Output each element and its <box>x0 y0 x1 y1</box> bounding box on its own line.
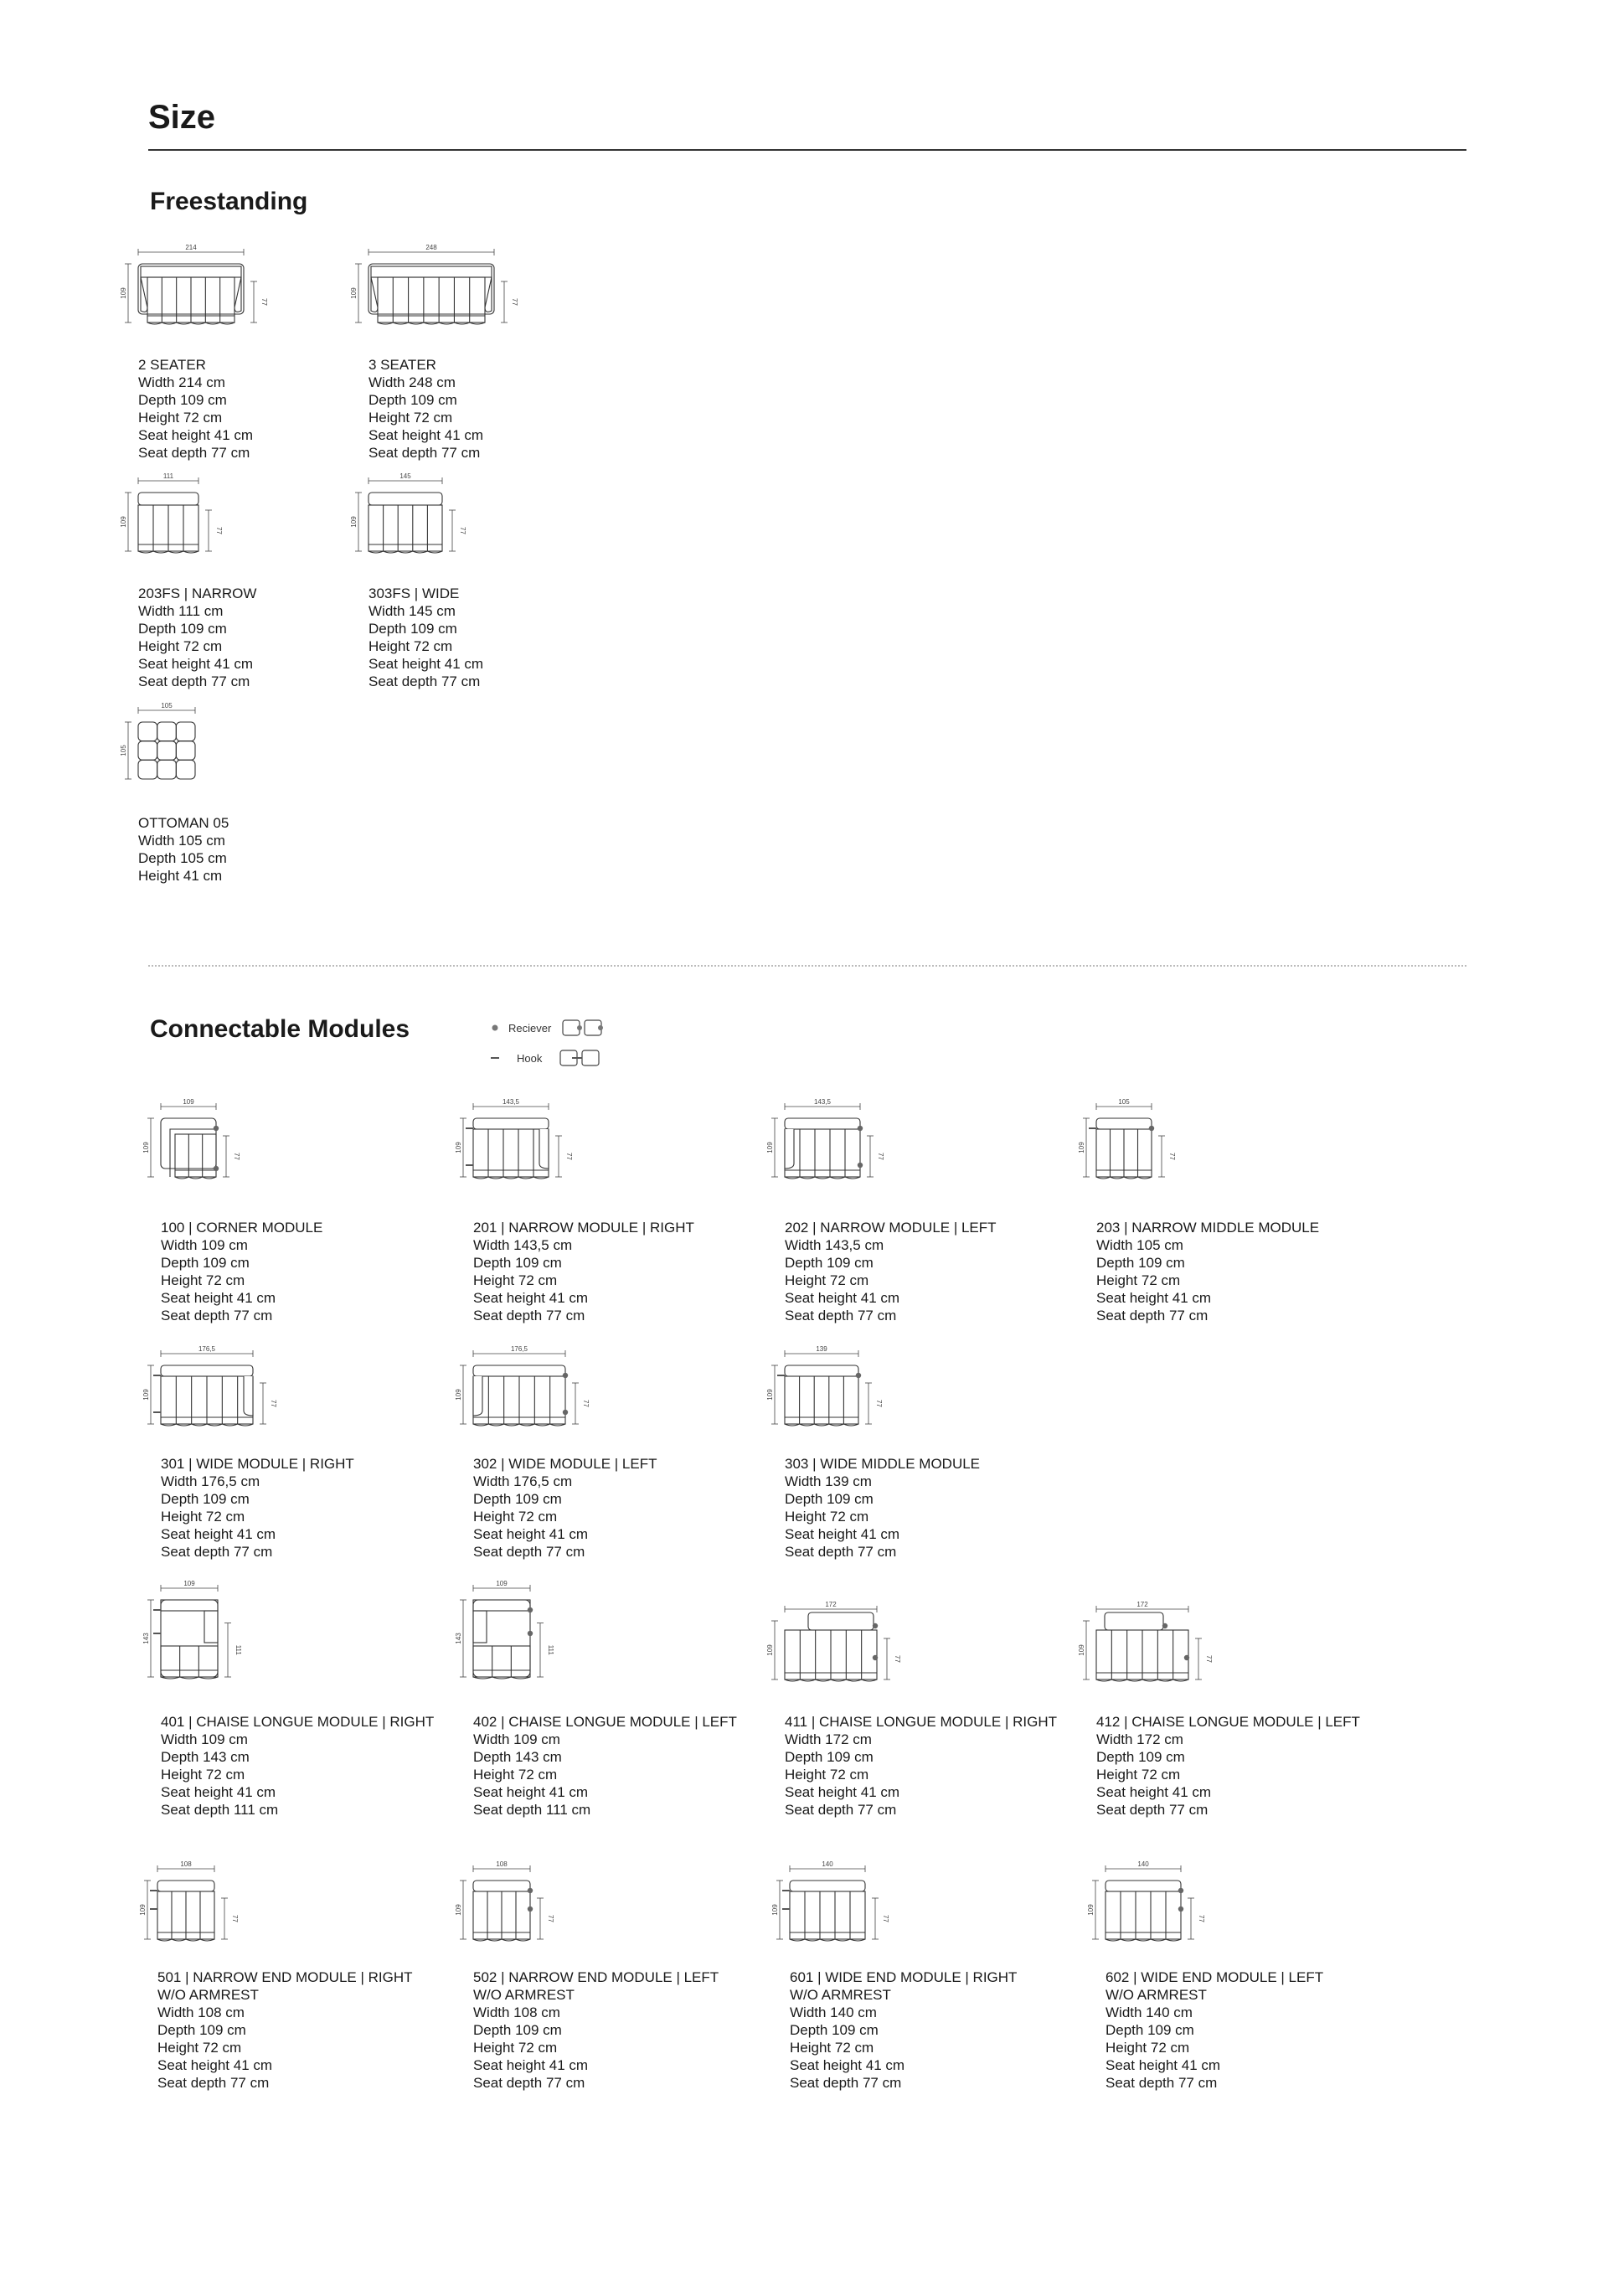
3-seater-spec <box>368 356 483 462</box>
spec-line: W/O ARMREST <box>473 1987 575 2003</box>
spec-line: Width 172 cm <box>785 1731 872 1747</box>
depth-dim-label: 109 <box>766 1644 774 1656</box>
spec-line: Seat depth 77 cm <box>138 673 250 689</box>
spec-line: Seat height 41 cm <box>790 2057 905 2073</box>
seat-depth-dim-label: 77 <box>894 1655 901 1663</box>
412-chaise-longue-module-left-plan-diagram <box>1071 1597 1214 1698</box>
depth-dim-label: 109 <box>1078 1644 1085 1656</box>
202-narrow-module-left-spec <box>785 1219 997 1324</box>
depth-dim-label: 109 <box>139 1904 147 1916</box>
spec-line: Width 111 cm <box>138 603 224 619</box>
spec-line: Width 109 cm <box>161 1731 248 1747</box>
item-name: OTTOMAN 05 <box>138 815 229 831</box>
spec-line: Height 72 cm <box>785 1767 869 1783</box>
spec-line: Depth 109 cm <box>790 2022 879 2038</box>
303-wide-middle-module-spec <box>785 1455 980 1561</box>
spec-line: Seat depth 77 cm <box>790 2075 902 2091</box>
spec-line: Seat depth 77 cm <box>161 1544 273 1560</box>
item-name: 100 | CORNER MODULE <box>161 1220 323 1236</box>
spec-line: Height 72 cm <box>161 1767 245 1783</box>
spec-line: Depth 143 cm <box>161 1749 250 1765</box>
depth-dim-label: 109 <box>350 287 358 299</box>
page-title: Size <box>148 99 216 136</box>
spec-line: Depth 109 cm <box>785 1491 874 1507</box>
spec-line: Seat height 41 cm <box>368 656 484 672</box>
spec-line: Seat depth 111 cm <box>473 1802 591 1818</box>
spec-line: Depth 109 cm <box>368 621 457 637</box>
spec-line: Seat height 41 cm <box>368 427 484 443</box>
width-dim-label: 109 <box>496 1580 508 1587</box>
legend-receiver <box>490 1017 605 1039</box>
spec-line: Depth 109 cm <box>473 2022 562 2038</box>
spec-line: Width 139 cm <box>785 1473 872 1489</box>
spec-line: Seat depth 77 cm <box>1096 1802 1209 1818</box>
seat-depth-dim-label: 77 <box>260 298 268 306</box>
width-dim-label: 105 <box>1118 1098 1130 1106</box>
width-dim-label: 214 <box>185 244 197 251</box>
2-seater-plan-diagram <box>113 240 269 341</box>
depth-dim-label: 109 <box>120 287 127 299</box>
spec-line: W/O ARMREST <box>157 1987 259 2003</box>
seat-depth-dim-label: 111 <box>547 1644 554 1655</box>
spec-line: Width 140 cm <box>790 2004 877 2020</box>
spec-line: Height 72 cm <box>157 2040 242 2056</box>
section-divider <box>148 965 1466 967</box>
seat-depth-dim-label: 111 <box>234 1644 242 1655</box>
spec-line: Width 176,5 cm <box>161 1473 260 1489</box>
spec-line: Seat depth 77 cm <box>785 1308 897 1323</box>
hook-line-icon <box>490 1053 500 1063</box>
201-narrow-module-right-spec <box>473 1219 694 1324</box>
601-wide-end-module-right-plan-diagram <box>765 1857 890 1958</box>
item-name: 411 | CHAISE LONGUE MODULE | RIGHT <box>785 1714 1057 1730</box>
303fs-wide-plan-diagram <box>343 469 467 570</box>
501-narrow-end-module-right-plan-diagram <box>132 1857 240 1958</box>
spec-line: Width 143,5 cm <box>473 1237 573 1253</box>
spec-line: Width 140 cm <box>1106 2004 1193 2020</box>
depth-dim-label: 109 <box>766 1142 774 1153</box>
spec-line: Seat depth 77 cm <box>785 1802 897 1818</box>
412-chaise-longue-module-left-spec <box>1096 1713 1360 1819</box>
seat-depth-dim-label: 77 <box>565 1153 573 1160</box>
spec-line: Seat height 41 cm <box>161 1526 276 1542</box>
width-dim-label: 105 <box>161 702 173 709</box>
spec-line: Depth 109 cm <box>368 392 457 408</box>
spec-line: Seat depth 77 cm <box>473 2075 585 2091</box>
spec-line: Height 72 cm <box>473 1767 558 1783</box>
width-dim-label: 139 <box>816 1345 827 1353</box>
spec-line: Depth 109 cm <box>1096 1255 1185 1271</box>
depth-dim-label: 109 <box>455 1389 462 1401</box>
seat-depth-dim-label: 77 <box>233 1153 240 1160</box>
spec-line: Seat depth 77 cm <box>1096 1308 1209 1323</box>
seat-depth-dim-label: 77 <box>1205 1655 1213 1663</box>
402-chaise-longue-module-left-plan-diagram <box>448 1576 555 1695</box>
item-name: 601 | WIDE END MODULE | RIGHT <box>790 1969 1018 1985</box>
legend-hook-label: Hook <box>517 1051 543 1065</box>
seat-depth-dim-label: 77 <box>215 527 223 534</box>
spec-line: Seat height 41 cm <box>138 656 254 672</box>
302-wide-module-left-spec <box>473 1455 657 1561</box>
502-narrow-end-module-left-spec <box>473 1968 719 2092</box>
spec-line: Depth 109 cm <box>157 2022 246 2038</box>
502-narrow-end-module-left-plan-diagram <box>448 1857 555 1958</box>
spec-line: Seat height 41 cm <box>473 1290 589 1306</box>
depth-dim-label: 143 <box>142 1633 150 1644</box>
spec-line: Seat height 41 cm <box>138 427 254 443</box>
spec-line: Width 109 cm <box>161 1237 248 1253</box>
width-dim-label: 140 <box>822 1860 833 1868</box>
201-narrow-module-right-plan-diagram <box>448 1095 574 1195</box>
width-dim-label: 172 <box>1136 1601 1148 1608</box>
501-narrow-end-module-right-spec <box>157 1968 412 2092</box>
seat-depth-dim-label: 77 <box>582 1400 590 1407</box>
item-name: 502 | NARROW END MODULE | LEFT <box>473 1969 719 1985</box>
depth-dim-label: 109 <box>120 516 127 528</box>
spec-line: Width 109 cm <box>473 1731 560 1747</box>
spec-line: Height 41 cm <box>138 868 223 884</box>
seat-depth-dim-label: 77 <box>231 1915 239 1922</box>
100-corner-module-spec <box>161 1219 322 1324</box>
width-dim-label: 111 <box>162 472 174 480</box>
spec-line: W/O ARMREST <box>1106 1987 1207 2003</box>
item-name: 602 | WIDE END MODULE | LEFT <box>1106 1969 1324 1985</box>
203-narrow-middle-module-plan-diagram <box>1071 1095 1177 1195</box>
spec-line: W/O ARMREST <box>790 1987 891 2003</box>
spec-line: Height 72 cm <box>368 410 453 426</box>
item-name: 203 | NARROW MIDDLE MODULE <box>1096 1220 1320 1236</box>
411-chaise-longue-module-right-spec <box>785 1713 1057 1819</box>
item-name: 201 | NARROW MODULE | RIGHT <box>473 1220 694 1236</box>
ottoman-05-spec <box>138 814 229 885</box>
spec-line: Width 145 cm <box>368 603 456 619</box>
spec-line: Depth 109 cm <box>138 392 227 408</box>
spec-line: Seat height 41 cm <box>785 1784 900 1800</box>
item-name: 402 | CHAISE LONGUE MODULE | LEFT <box>473 1714 737 1730</box>
spec-line: Seat height 41 cm <box>473 2057 589 2073</box>
spec-line: Depth 109 cm <box>473 1255 562 1271</box>
601-wide-end-module-right-spec <box>790 1968 1017 2092</box>
spec-line: Seat depth 77 cm <box>157 2075 270 2091</box>
spec-line: Height 72 cm <box>138 638 223 654</box>
spec-line: Height 72 cm <box>138 410 223 426</box>
receiver-dot-icon <box>490 1023 500 1033</box>
spec-line: Depth 109 cm <box>473 1491 562 1507</box>
spec-line: Depth 109 cm <box>138 621 227 637</box>
spec-line: Seat depth 77 cm <box>368 673 481 689</box>
spec-line: Depth 109 cm <box>161 1255 250 1271</box>
spec-line: Height 72 cm <box>785 1272 869 1288</box>
spec-line: Height 72 cm <box>473 2040 558 2056</box>
seat-depth-dim-label: 77 <box>877 1153 884 1160</box>
ottoman-05-plan-diagram <box>113 699 220 797</box>
602-wide-end-module-left-spec <box>1106 1968 1323 2092</box>
spec-line: Height 72 cm <box>1106 2040 1190 2056</box>
spec-line: Depth 105 cm <box>138 850 227 866</box>
spec-line: Seat depth 77 cm <box>473 1308 585 1323</box>
seat-depth-dim-label: 77 <box>459 527 466 534</box>
title-divider <box>148 149 1466 151</box>
spec-line: Seat depth 77 cm <box>473 1544 585 1560</box>
spec-line: Width 248 cm <box>368 374 456 390</box>
seat-depth-dim-label: 77 <box>511 298 518 306</box>
receiver-diagram-icon <box>561 1017 605 1039</box>
203fs-narrow-spec <box>138 585 256 690</box>
width-dim-label: 248 <box>425 244 437 251</box>
item-name: 302 | WIDE MODULE | LEFT <box>473 1456 657 1472</box>
item-name: 2 SEATER <box>138 357 206 373</box>
602-wide-end-module-left-plan-diagram <box>1080 1857 1206 1958</box>
spec-line: Seat height 41 cm <box>161 1290 276 1306</box>
spec-line: Seat height 41 cm <box>157 2057 273 2073</box>
width-dim-label: 140 <box>1137 1860 1149 1868</box>
depth-dim-label: 109 <box>350 516 358 528</box>
width-dim-label: 172 <box>825 1601 837 1608</box>
spec-line: Seat depth 77 cm <box>368 445 481 461</box>
spec-line: Width 108 cm <box>473 2004 560 2020</box>
seat-depth-dim-label: 77 <box>270 1400 277 1407</box>
depth-dim-label: 109 <box>1087 1904 1095 1916</box>
spec-line: Height 72 cm <box>161 1272 245 1288</box>
hook-diagram-icon <box>559 1047 602 1069</box>
3-seater-plan-diagram <box>343 240 519 341</box>
spec-line: Width 105 cm <box>1096 1237 1183 1253</box>
width-dim-label: 108 <box>496 1860 508 1868</box>
spec-line: Width 108 cm <box>157 2004 245 2020</box>
depth-dim-label: 109 <box>1078 1142 1085 1153</box>
spec-line: Width 143,5 cm <box>785 1237 884 1253</box>
width-dim-label: 108 <box>180 1860 192 1868</box>
401-chaise-longue-module-right-spec <box>161 1713 434 1819</box>
spec-line: Seat depth 77 cm <box>785 1544 897 1560</box>
spec-line: Width 172 cm <box>1096 1731 1183 1747</box>
spec-line: Seat height 41 cm <box>1096 1784 1212 1800</box>
item-name: 202 | NARROW MODULE | LEFT <box>785 1220 997 1236</box>
spec-line: Height 72 cm <box>1096 1272 1181 1288</box>
spec-line: Seat height 41 cm <box>785 1290 900 1306</box>
item-name: 303 | WIDE MIDDLE MODULE <box>785 1456 981 1472</box>
401-chaise-longue-module-right-plan-diagram <box>136 1576 243 1695</box>
spec-line: Depth 109 cm <box>785 1749 874 1765</box>
legend-receiver-label: Reciever <box>508 1021 552 1034</box>
spec-line: Width 176,5 cm <box>473 1473 573 1489</box>
301-wide-module-right-spec <box>161 1455 354 1561</box>
width-dim-label: 109 <box>183 1580 195 1587</box>
spec-line: Height 72 cm <box>785 1509 869 1525</box>
depth-dim-label: 105 <box>120 745 127 756</box>
spec-line: Seat depth 111 cm <box>161 1802 279 1818</box>
seat-depth-dim-label: 77 <box>1168 1153 1176 1160</box>
202-narrow-module-left-plan-diagram <box>760 1095 885 1195</box>
spec-line: Seat height 41 cm <box>1106 2057 1221 2073</box>
seat-depth-dim-label: 77 <box>547 1915 554 1922</box>
spec-line: Seat depth 77 cm <box>138 445 250 461</box>
spec-line: Height 72 cm <box>790 2040 874 2056</box>
item-name: 401 | CHAISE LONGUE MODULE | RIGHT <box>161 1714 435 1730</box>
spec-line: Width 105 cm <box>138 833 225 849</box>
depth-dim-label: 109 <box>142 1142 150 1153</box>
seat-depth-dim-label: 77 <box>875 1400 883 1407</box>
spec-line: Seat height 41 cm <box>785 1526 900 1542</box>
item-name: 301 | WIDE MODULE | RIGHT <box>161 1456 354 1472</box>
spec-line: Seat height 41 cm <box>473 1526 589 1542</box>
item-name: 203FS | NARROW <box>138 586 257 601</box>
spec-line: Seat depth 77 cm <box>1106 2075 1218 2091</box>
spec-line: Seat height 41 cm <box>161 1784 276 1800</box>
spec-line: Height 72 cm <box>368 638 453 654</box>
depth-dim-label: 109 <box>455 1904 462 1916</box>
spec-line: Width 214 cm <box>138 374 225 390</box>
spec-line: Seat height 41 cm <box>473 1784 589 1800</box>
spec-line: Depth 109 cm <box>161 1491 250 1507</box>
spec-line: Height 72 cm <box>161 1509 245 1525</box>
item-name: 501 | NARROW END MODULE | RIGHT <box>157 1969 413 1985</box>
203fs-narrow-plan-diagram <box>113 469 224 570</box>
spec-line: Depth 109 cm <box>1106 2022 1194 2038</box>
depth-dim-label: 109 <box>455 1142 462 1153</box>
spec-line: Height 72 cm <box>1096 1767 1181 1783</box>
spec-line: Seat depth 77 cm <box>161 1308 273 1323</box>
freestanding-title: Freestanding <box>150 188 308 215</box>
width-dim-label: 176,5 <box>510 1345 528 1353</box>
width-dim-label: 143,5 <box>502 1098 520 1106</box>
402-chaise-longue-module-left-spec <box>473 1713 737 1819</box>
spec-line: Seat height 41 cm <box>1096 1290 1212 1306</box>
item-name: 412 | CHAISE LONGUE MODULE | LEFT <box>1096 1714 1360 1730</box>
100-corner-module-plan-diagram <box>136 1095 241 1195</box>
width-dim-label: 143,5 <box>813 1098 832 1106</box>
depth-dim-label: 143 <box>455 1633 462 1644</box>
connector-legend <box>490 1017 616 1076</box>
spec-line: Height 72 cm <box>473 1509 558 1525</box>
width-dim-label: 145 <box>399 472 411 480</box>
303-wide-middle-module-plan-diagram <box>760 1342 884 1442</box>
connectable-title: Connectable Modules <box>150 1015 410 1043</box>
spec-line: Depth 109 cm <box>1096 1749 1185 1765</box>
seat-depth-dim-label: 77 <box>882 1915 889 1922</box>
2-seater-spec <box>138 356 253 462</box>
item-name: 3 SEATER <box>368 357 436 373</box>
203-narrow-middle-module-spec <box>1096 1219 1319 1324</box>
spec-line: Depth 109 cm <box>785 1255 874 1271</box>
303fs-wide-spec <box>368 585 483 690</box>
spec-line: Depth 143 cm <box>473 1749 562 1765</box>
width-dim-label: 176,5 <box>198 1345 216 1353</box>
width-dim-label: 109 <box>183 1098 194 1106</box>
legend-hook <box>490 1047 602 1069</box>
411-chaise-longue-module-right-plan-diagram <box>760 1597 902 1698</box>
302-wide-module-left-plan-diagram <box>448 1342 590 1442</box>
depth-dim-label: 109 <box>142 1389 150 1401</box>
depth-dim-label: 109 <box>771 1904 779 1916</box>
depth-dim-label: 109 <box>766 1389 774 1401</box>
item-name: 303FS | WIDE <box>368 586 460 601</box>
spec-line: Height 72 cm <box>473 1272 558 1288</box>
301-wide-module-right-plan-diagram <box>136 1342 278 1442</box>
seat-depth-dim-label: 77 <box>1198 1915 1205 1922</box>
